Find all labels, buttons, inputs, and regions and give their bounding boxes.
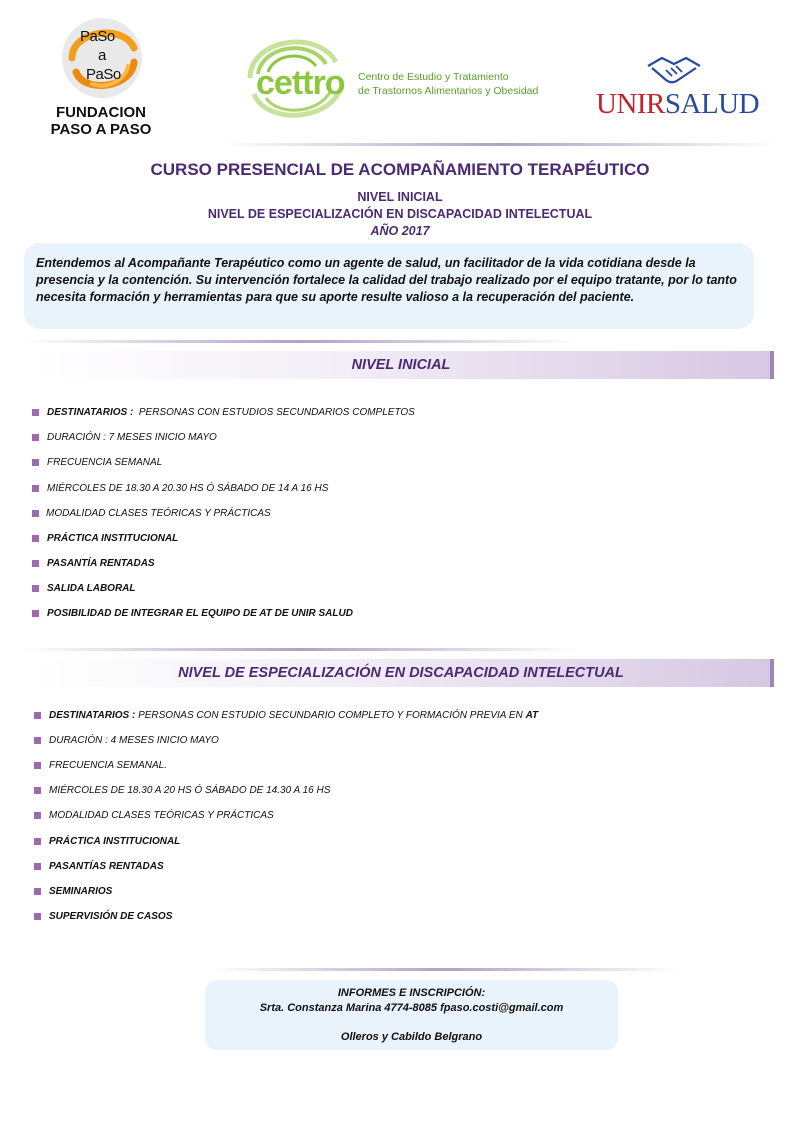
section-header-especializacion — [28, 659, 774, 687]
item-text: PERSONAS CON ESTUDIOS SECUNDARIOS COMPLETOS — [133, 407, 415, 418]
handshake-icon — [644, 52, 704, 86]
cettro-description — [358, 70, 538, 98]
section-title: NIVEL DE ESPECIALIZACIÓN EN DISCAPACIDAD INTELECTUAL — [178, 665, 624, 681]
foundation-line: PASO A PASO — [50, 121, 152, 138]
bullet-icon — [32, 485, 39, 492]
item-bold: SUPERVISIÓN DE CASOS — [49, 911, 173, 922]
item-text: MIÉRCOLES DE 18.30 A 20.30 HS Ó SÁBADO DE 14 A 16 HS — [47, 483, 329, 494]
item-text: DURACIÓN : 4 MESES INICIO MAYO — [49, 735, 219, 746]
logo-word: PaSo — [86, 66, 121, 83]
page-title: CURSO PRESENCIAL DE ACOMPAÑAMIENTO TERAPÉUTICO — [150, 160, 650, 179]
bullet-icon — [34, 863, 41, 870]
item-text: PERSONAS CON ESTUDIO SECUNDARIO COMPLETO Y FORMACIÓN PREVIA EN — [135, 710, 526, 721]
item-bold: SALIDA LABORAL — [47, 583, 136, 594]
intro-box — [24, 243, 754, 329]
bullet-icon — [32, 510, 39, 517]
item-bold: POSIBILIDAD DE INTEGRAR EL EQUIPO DE AT DE UNIR SALUD — [47, 608, 353, 619]
contact-heading: INFORMES E INSCRIPCIÓN: — [337, 987, 486, 999]
bullet-icon — [34, 712, 41, 719]
logo-word: a — [98, 47, 106, 64]
bullet-icon — [34, 812, 41, 819]
foundation-name — [46, 104, 156, 138]
bullet-icon — [34, 762, 41, 769]
section-title: NIVEL INICIAL — [351, 357, 451, 373]
item-text: MIÉRCOLES DE 18.30 A 20 HS Ó SÁBADO DE 14.30 A 16 HS — [49, 785, 331, 796]
bullet-icon — [34, 838, 41, 845]
item-bold: DESTINATARIOS : — [47, 407, 134, 418]
bullet-icon — [34, 737, 41, 744]
bullet-icon — [34, 913, 41, 920]
item-bold: PRÁCTICA INSTITUCIONAL — [49, 836, 181, 847]
item-bold: SEMINARIOS — [49, 886, 113, 897]
logo-cettro — [240, 28, 540, 128]
subtitle-specialization: NIVEL DE ESPECIALIZACIÓN EN DISCAPACIDAD INTELECTUAL — [207, 207, 593, 221]
logo-fundacion-paso-a-paso — [46, 16, 156, 140]
item-text: MODALIDAD CLASES TEÓRICAS Y PRÁCTICAS — [49, 810, 274, 821]
item-text: DURACIÓN : 7 MESES INICIO MAYO — [47, 432, 217, 443]
contact-details: Srta. Constanza Marina 4774-8085 fpaso.costi@gmail.com — [259, 1002, 564, 1014]
divider — [210, 968, 680, 971]
item-bold: PRÁCTICA INSTITUCIONAL — [47, 533, 179, 544]
bullet-icon — [34, 888, 41, 895]
bullet-icon — [32, 459, 39, 466]
contact-address: Olleros y Cabildo Belgrano — [340, 1031, 483, 1043]
divider — [20, 340, 580, 343]
divider — [220, 143, 780, 146]
divider — [20, 648, 580, 651]
item-bold: PASANTÍA RENTADAS — [47, 558, 155, 569]
bullet-icon — [32, 409, 39, 416]
item-bold: AT — [525, 710, 539, 721]
item-text: FRECUENCIA SEMANAL — [47, 457, 163, 468]
item-bold: DESTINATARIOS : — [49, 710, 136, 721]
unir-brand-blue: SALUD — [664, 88, 760, 120]
logo-unir-salud — [596, 52, 760, 122]
bullet-icon — [32, 535, 39, 542]
subtitle-year: AÑO 2017 — [370, 224, 430, 238]
bullet-icon — [32, 610, 39, 617]
cettro-brand: cettro — [256, 64, 345, 102]
item-text: MODALIDAD CLASES TEÓRICAS Y PRÁCTICAS — [46, 508, 271, 519]
bullet-icon — [32, 560, 39, 567]
foundation-line: FUNDACION — [56, 104, 146, 121]
cettro-description-line: de Trastornos Alimentarios y Obesidad — [358, 85, 539, 97]
item-bold: PASANTÍAS RENTADAS — [49, 861, 164, 872]
subtitle-level: NIVEL INICIAL — [357, 190, 443, 204]
unir-brand-red: UNIR — [596, 88, 665, 120]
bullet-icon — [32, 585, 39, 592]
section-header-nivel-inicial — [28, 351, 774, 379]
contact-box — [205, 980, 618, 1050]
bullet-icon — [34, 787, 41, 794]
intro-text: Entendemos al Acompañante Terapéutico como un agente de salud, un facilitador de la vida cotidiana desde la presencia y la contención. Su intervención fortalece la calidad del trabajo realizado por el equipo tratante, por lo tanto necesita formación y herramientas para que su aporte resulte valioso a la recuperación del paciente. — [36, 256, 737, 304]
item-text: FRECUENCIA SEMANAL. — [49, 760, 167, 771]
unir-brand — [596, 88, 759, 121]
cettro-description-line: Centro de Estudio y Tratamiento — [358, 71, 509, 83]
bullet-icon — [32, 434, 39, 441]
logo-word: PaSo — [80, 28, 115, 45]
